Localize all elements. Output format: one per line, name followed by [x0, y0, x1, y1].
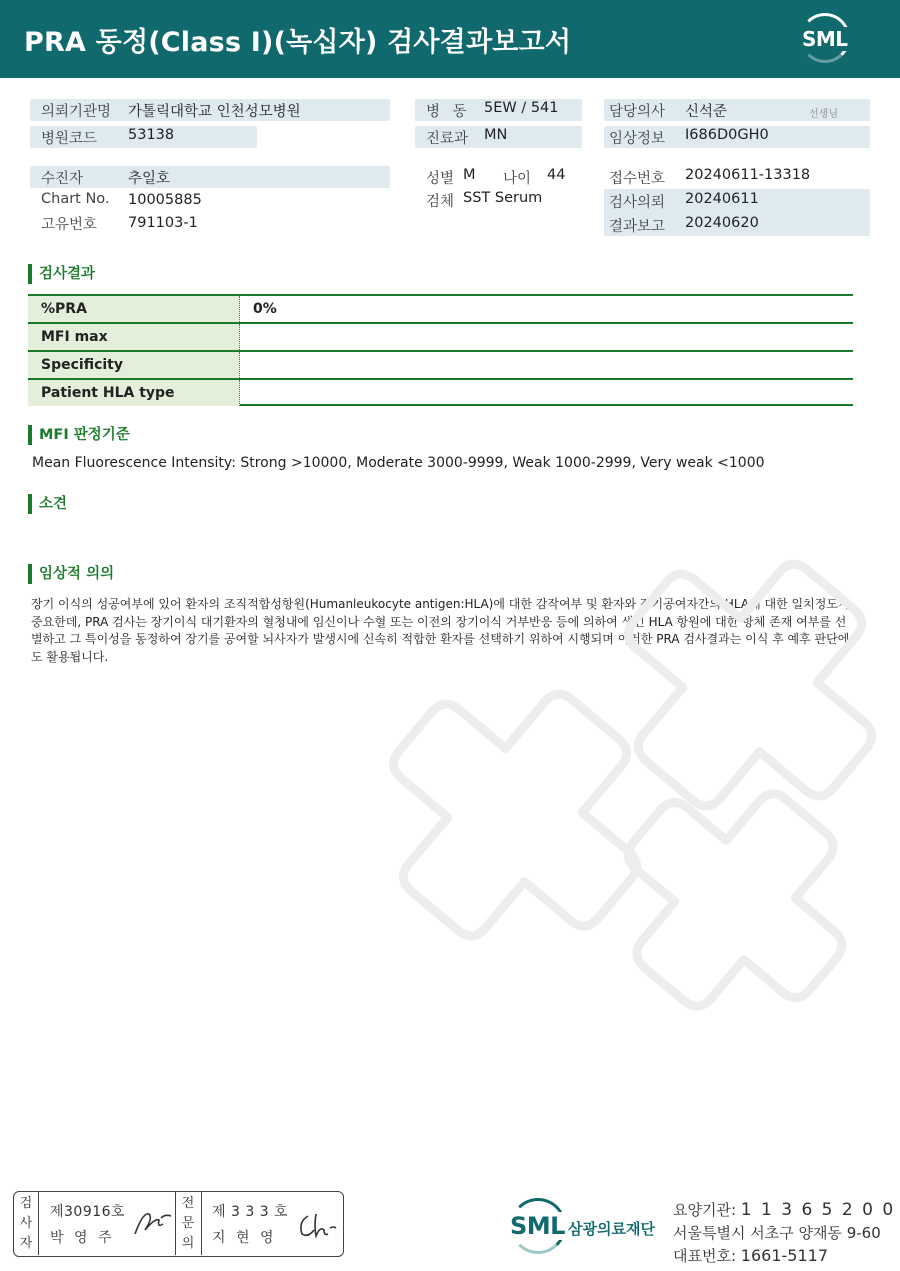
institution-label: 의뢰기관명	[41, 104, 112, 120]
sex-label: 성별	[426, 171, 455, 187]
clinical-heading: 임상적 의의	[28, 564, 114, 584]
examiner-signature-icon	[131, 1204, 176, 1244]
mfi-heading: MFI 판정기준	[28, 425, 130, 445]
table-row	[28, 322, 853, 350]
specialist-heading-char: 의	[181, 1236, 195, 1251]
examiner-heading-char: 검	[19, 1196, 33, 1211]
specimen-value: SST Serum	[463, 190, 543, 206]
specialist-heading	[176, 1192, 200, 1255]
receipt-label: 접수번호	[609, 171, 666, 187]
examiner-heading-char: 자	[19, 1236, 33, 1251]
table-row	[28, 378, 853, 406]
doctor-label: 담당의사	[609, 104, 666, 120]
specialist-name: 지 현 영	[212, 1230, 277, 1246]
divider	[201, 1192, 202, 1255]
table-row	[28, 350, 853, 378]
result-label: %PRA	[28, 296, 240, 322]
patient-row	[30, 166, 390, 188]
mfi-criteria-text: Mean Fluorescence Intensity: Strong >10000, Moderate 3000-9999, Weak 1000-2999, Very weak <1000	[32, 455, 765, 471]
request-value: 20240611	[685, 191, 759, 207]
footer-logo-text: SML	[510, 1212, 565, 1240]
examiner-heading	[14, 1192, 38, 1255]
specimen-label: 검체	[426, 194, 455, 210]
report-date-label: 결과보고	[609, 219, 666, 235]
sml-footer-logo	[510, 1198, 670, 1258]
result-label: Patient HLA type	[28, 380, 240, 406]
patient-value: 추일호	[128, 171, 171, 187]
org-name: 삼광의료재단	[568, 1220, 655, 1238]
institution-code-value: 1 1 3 6 5 2 0 0	[740, 1200, 896, 1220]
sml-logo	[796, 13, 854, 65]
findings-heading: 소견	[28, 494, 67, 514]
specialist-heading-char: 전	[181, 1196, 195, 1211]
specialist-heading-char: 문	[181, 1216, 195, 1231]
specialist-signature-icon	[294, 1206, 339, 1244]
chart-no-value: 10005885	[128, 192, 202, 208]
result-label: MFI max	[28, 324, 240, 350]
institution-code-label: 요양기관:	[673, 1201, 737, 1219]
results-heading: 검사결과	[28, 264, 95, 284]
clinical-info-label: 임상정보	[609, 131, 666, 147]
age-value: 44	[547, 167, 566, 183]
patient-label: 수진자	[41, 171, 84, 187]
report-header	[0, 0, 900, 78]
unique-no-value: 791103-1	[128, 215, 198, 231]
report-date-value: 20240620	[685, 215, 759, 231]
examiner-license-no: 제30916호	[50, 1204, 126, 1220]
hospital-code-value: 53138	[128, 127, 175, 143]
institution-value: 가톨릭대학교 인천성모병원	[128, 104, 301, 120]
results-table	[28, 294, 853, 406]
table-row	[28, 294, 853, 322]
specialist-license-no: 제 3 3 3 호	[212, 1204, 289, 1220]
doctor-value: 신석준	[685, 104, 728, 120]
clinical-significance-text: 장기 이식의 성공여부에 있어 환자의 조직적합성항원(Humanleukocyte antigen:HLA)에 대한 감작여부 및 환자와 장기공여자간의 HLA에 대한 일치정도가 중요한데, PRA 검사는 장기이식 대기환자의 혈청내에 임신이나 수혈 또는 이전의 장기이식 거부반응 등에 의하여 생긴 HLA 항원에 대한 항체 존재 여부를 선별하고 그 특이성을 동정하여 장기를 공여할 뇌사자가 발생시에 신속히 적합한 환자를 선택하기 위하여 시행되며 이러한 PRA 검사결과는 이식 후 예후 판단에도 활용됩니다.	[31, 597, 850, 664]
ward-label: 병 동	[426, 104, 471, 120]
result-value: 0%	[253, 301, 277, 317]
hospital-code-label: 병원코드	[41, 131, 98, 147]
dept-label: 진료과	[426, 131, 469, 147]
phone-label: 대표번호:	[673, 1247, 737, 1265]
phone-value: 1661-5117	[740, 1246, 829, 1265]
logo-text: SML	[802, 27, 848, 51]
ward-value: 5EW / 541	[484, 100, 559, 116]
examiner-heading-char: 사	[19, 1216, 33, 1231]
unique-no-label: 고유번호	[41, 217, 98, 233]
divider	[38, 1192, 39, 1255]
receipt-value: 20240611-13318	[685, 167, 811, 183]
sex-value: M	[463, 167, 476, 183]
age-label: 나이	[503, 171, 532, 187]
result-label: Specificity	[28, 352, 240, 378]
report-title: PRA 동정(Class I)(녹십자) 검사결과보고서	[24, 27, 572, 58]
chart-no-label: Chart No.	[41, 191, 110, 207]
doctor-suffix: 선생님	[809, 109, 838, 120]
request-label: 검사의뢰	[609, 195, 666, 211]
dept-value: MN	[484, 127, 508, 143]
cross-watermark-icon	[340, 540, 880, 1020]
institution-code	[673, 1199, 895, 1220]
signature-box	[13, 1191, 344, 1257]
clinical-info-value: I686D0GH0	[685, 127, 769, 143]
address: 서울특별시 서초구 양재동 9-60	[673, 1224, 881, 1242]
phone	[673, 1245, 828, 1266]
examiner-name: 박 영 주	[50, 1230, 115, 1246]
